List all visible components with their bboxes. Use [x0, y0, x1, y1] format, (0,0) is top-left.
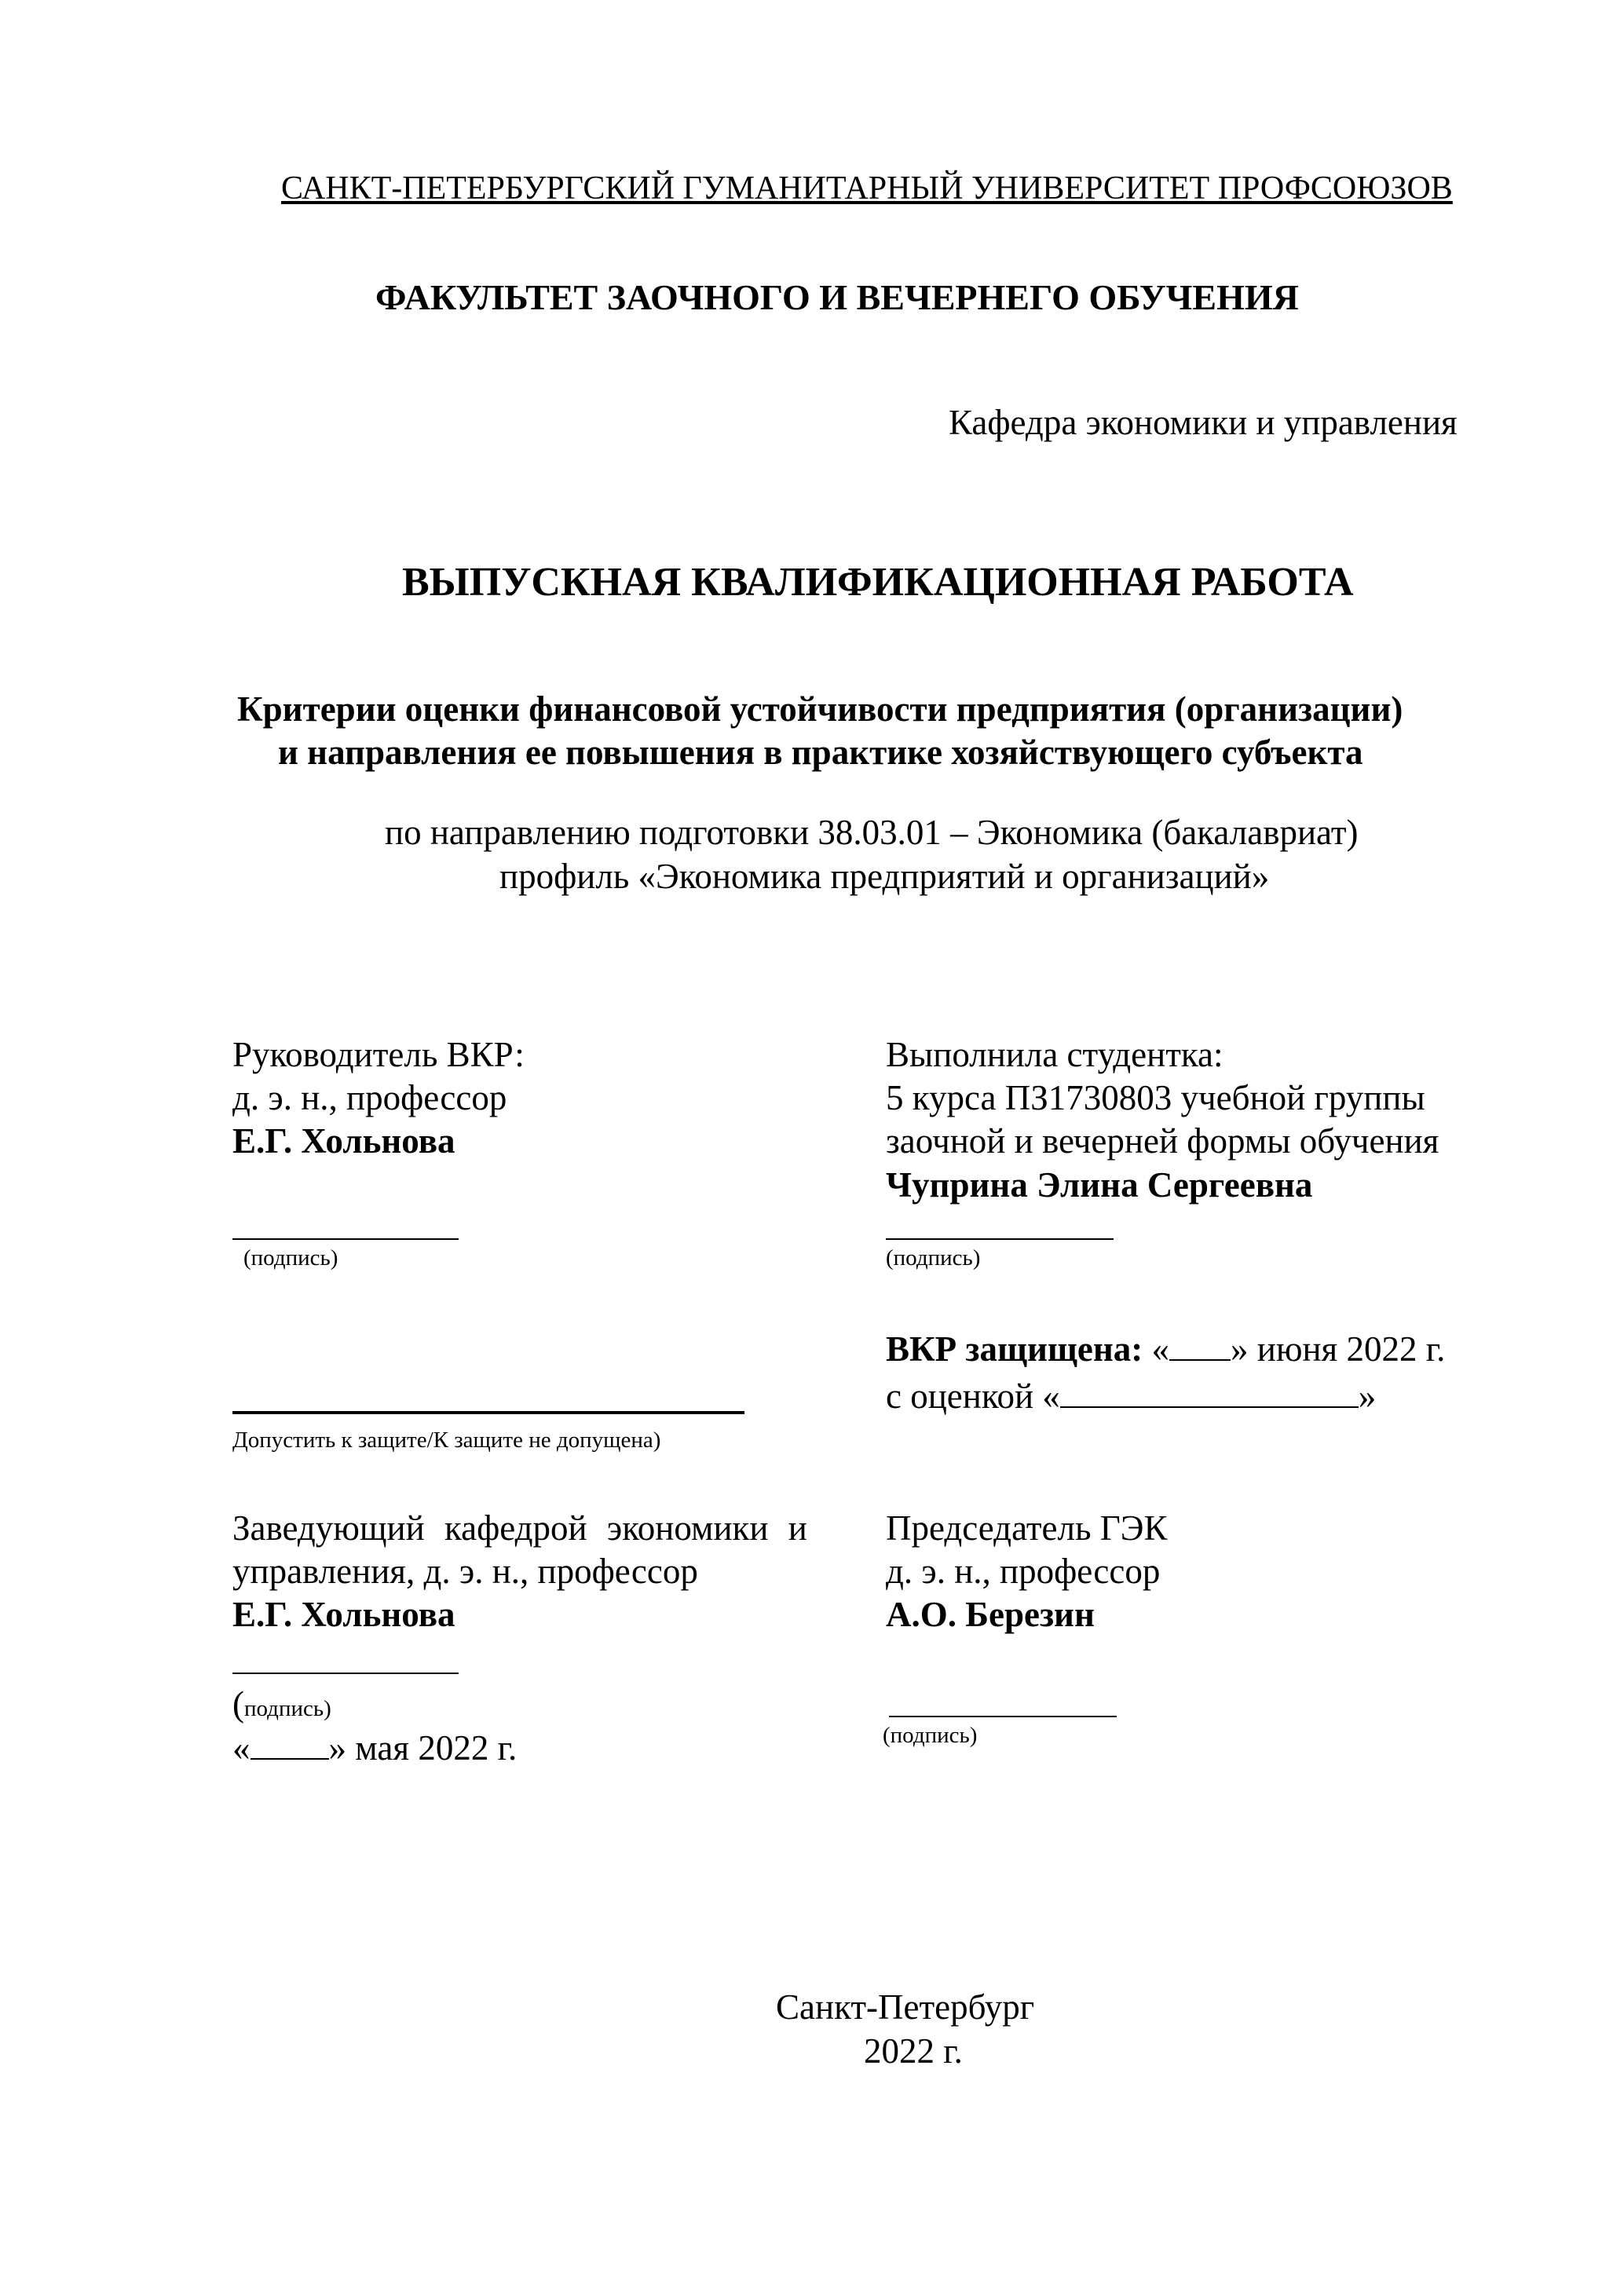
- head-date-day-blank: [251, 1727, 329, 1760]
- defense-grade-blank: [1060, 1375, 1359, 1408]
- university-name: САНКТ-ПЕТЕРБУРГСКИЙ ГУМАНИТАРНЫЙ УНИВЕРСИТЕТ ПРОФСОЮЗОВ: [281, 170, 1453, 207]
- head-of-department-date: [232, 1726, 517, 1770]
- head-of-department-line-2: управления, д. э. н., профессор: [232, 1552, 698, 1591]
- head-date-open-quote: «: [232, 1728, 251, 1768]
- admission-signature-line: [232, 1411, 744, 1414]
- footer-city: Санкт-Петербург: [776, 1987, 1035, 2027]
- defense-open-quote: «: [1151, 1329, 1170, 1369]
- supervisor-label: Руководитель ВКР:: [232, 1035, 525, 1074]
- head-of-department-signature-line: [232, 1673, 459, 1674]
- faculty-name: ФАКУЛЬТЕТ ЗАОЧНОГО И ВЕЧЕРНЕГО ОБУЧЕНИЯ: [375, 277, 1299, 317]
- supervisor-degree: д. э. н., профессор: [232, 1078, 507, 1117]
- defense-label: ВКР защищена:: [886, 1329, 1143, 1369]
- supervisor-signature-caption: (подпись): [243, 1245, 338, 1270]
- work-topic-line-1: Критерии оценки финансовой устойчивости предприятия (организации): [237, 689, 1403, 729]
- defense-date-line: [886, 1327, 1445, 1371]
- student-signature-caption: (подпись): [886, 1245, 981, 1270]
- head-caption-text: подпись): [244, 1696, 331, 1721]
- defense-grade-suffix: »: [1358, 1377, 1377, 1416]
- chairman-label: Председатель ГЭК: [886, 1508, 1168, 1548]
- supervisor-name: Е.Г. Хольнова: [232, 1121, 455, 1161]
- head-caption-paren: (: [232, 1684, 244, 1724]
- student-signature-line: [886, 1238, 1114, 1240]
- study-profile: профиль «Экономика предприятий и организаций»: [499, 857, 1270, 896]
- student-study-form: заочной и вечерней формы обучения: [886, 1121, 1439, 1161]
- defense-grade-line: [886, 1374, 1376, 1418]
- work-type-title: ВЫПУСКНАЯ КВАЛИФИКАЦИОННАЯ РАБОТА: [402, 560, 1354, 605]
- student-group: 5 курса ПЗ1730803 учебной группы: [886, 1078, 1425, 1117]
- student-name: Чуприна Элина Сергеевна: [886, 1165, 1313, 1205]
- admission-caption: Допустить к защите/К защите не допущена): [232, 1428, 661, 1453]
- supervisor-signature-line: [232, 1238, 459, 1240]
- chairman-signature-line: [889, 1716, 1117, 1717]
- chairman-name: А.О. Березин: [886, 1595, 1095, 1634]
- student-label: Выполнила студентка:: [886, 1035, 1223, 1074]
- defense-month-year: » июня 2022 г.: [1231, 1329, 1446, 1369]
- defense-grade-prefix: с оценкой «: [886, 1377, 1060, 1416]
- head-of-department-line-1: Заведующий кафедрой экономики и: [232, 1508, 807, 1548]
- chairman-degree: д. э. н., профессор: [886, 1552, 1161, 1591]
- chairman-signature-caption: (подпись): [883, 1723, 978, 1748]
- department-name: Кафедра экономики и управления: [949, 403, 1458, 442]
- defense-day-blank: [1169, 1328, 1231, 1361]
- head-date-month-year: » мая 2022 г.: [328, 1728, 518, 1768]
- work-topic-line-2: и направления ее повышения в практике хозяйствующего субъекта: [278, 733, 1363, 772]
- head-of-department-name: Е.Г. Хольнова: [232, 1595, 455, 1634]
- study-direction: по направлению подготовки 38.03.01 – Экономика (бакалавриат): [385, 813, 1359, 852]
- footer-year: 2022 г.: [864, 2031, 963, 2071]
- head-of-department-signature-caption: [232, 1685, 331, 1723]
